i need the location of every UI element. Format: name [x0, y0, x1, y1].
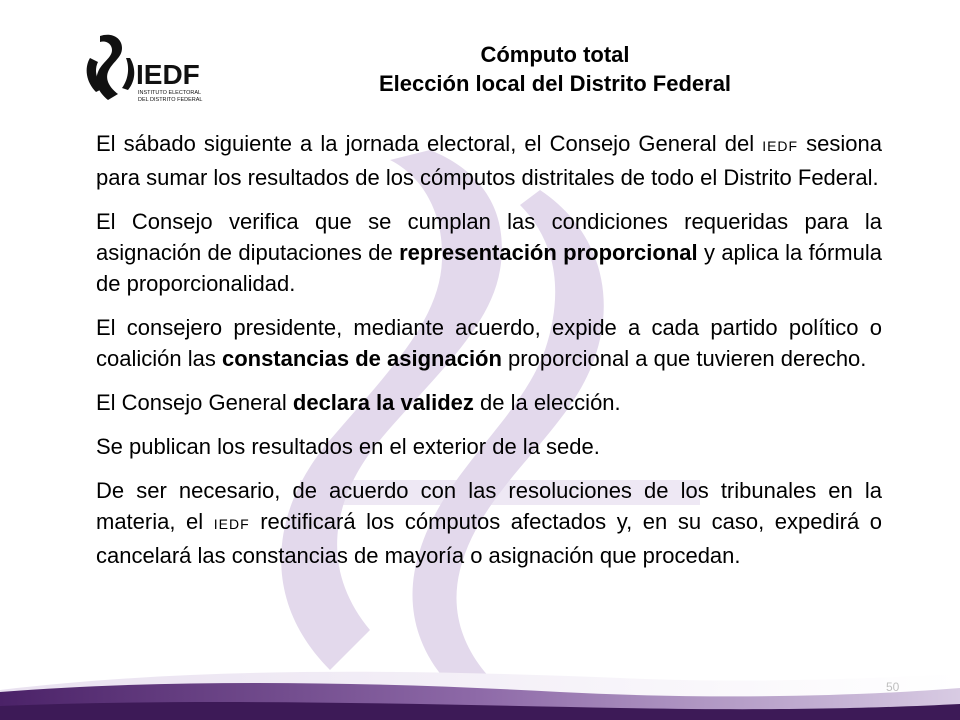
paragraph-text: El sábado siguiente a la jornada electoral, el Consejo General del — [96, 131, 763, 156]
emphasis-text: declara la validez — [292, 390, 474, 415]
paragraph-text: El consejero presidente, mediante acuerdo, expide a cada partido político o coalición las — [96, 315, 882, 371]
paragraph-1 — [96, 128, 882, 193]
paragraph-2 — [96, 206, 882, 299]
acronym-text: IEDF — [762, 138, 799, 154]
paragraph-text: El Consejo verifica que se cumplan las condiciones requeridas para la asignación de diputaciones de — [96, 209, 882, 265]
emphasis-text: representación proporcional — [399, 240, 698, 265]
paragraph-3 — [96, 312, 882, 374]
paragraph-text: El Consejo General — [96, 390, 293, 415]
paragraph-6 — [96, 475, 882, 571]
paragraph-text: proporcional a que tuvieren derecho. — [501, 346, 867, 371]
logo-subtitle-1: INSTITUTO ELECTORAL — [138, 90, 202, 96]
paragraph-text: De ser necesario, de acuerdo con las resoluciones de los tribunales en la materia, el — [96, 478, 882, 534]
footer-decorative-bar — [0, 648, 960, 720]
acronym-text: IEDF — [213, 516, 250, 532]
slide-title — [230, 40, 880, 98]
page-number: 50 — [886, 680, 900, 694]
iedf-logo — [78, 28, 228, 108]
paragraph-text: y aplica la fórmula de proporcionalidad. — [96, 240, 882, 296]
title-line-2: Elección local del Distrito Federal — [378, 71, 732, 96]
iedf-dove-logo-icon — [78, 28, 228, 108]
title-line-1: Cómputo total — [480, 42, 630, 67]
paragraph-4 — [96, 387, 882, 418]
emphasis-text: constancias de asignación — [221, 346, 502, 371]
paragraph-text: rectificará los cómputos afectados y, en su caso, expedirá o cancelará las constancias de mayoría o asignación que procedan. — [96, 509, 883, 568]
paragraph-text: de la elección. — [473, 390, 621, 415]
paragraph-text: sesiona para sumar los resultados de los cómputos distritales de todo el Distrito Federal. — [96, 131, 882, 190]
logo-wordmark: IEDF — [136, 59, 200, 90]
paragraph-text: Se publican los resultados en el exterior de la sede. — [96, 434, 600, 459]
slide-body — [96, 128, 882, 584]
logo-subtitle-2: DEL DISTRITO FEDERAL — [138, 97, 203, 103]
paragraph-5 — [96, 431, 882, 462]
